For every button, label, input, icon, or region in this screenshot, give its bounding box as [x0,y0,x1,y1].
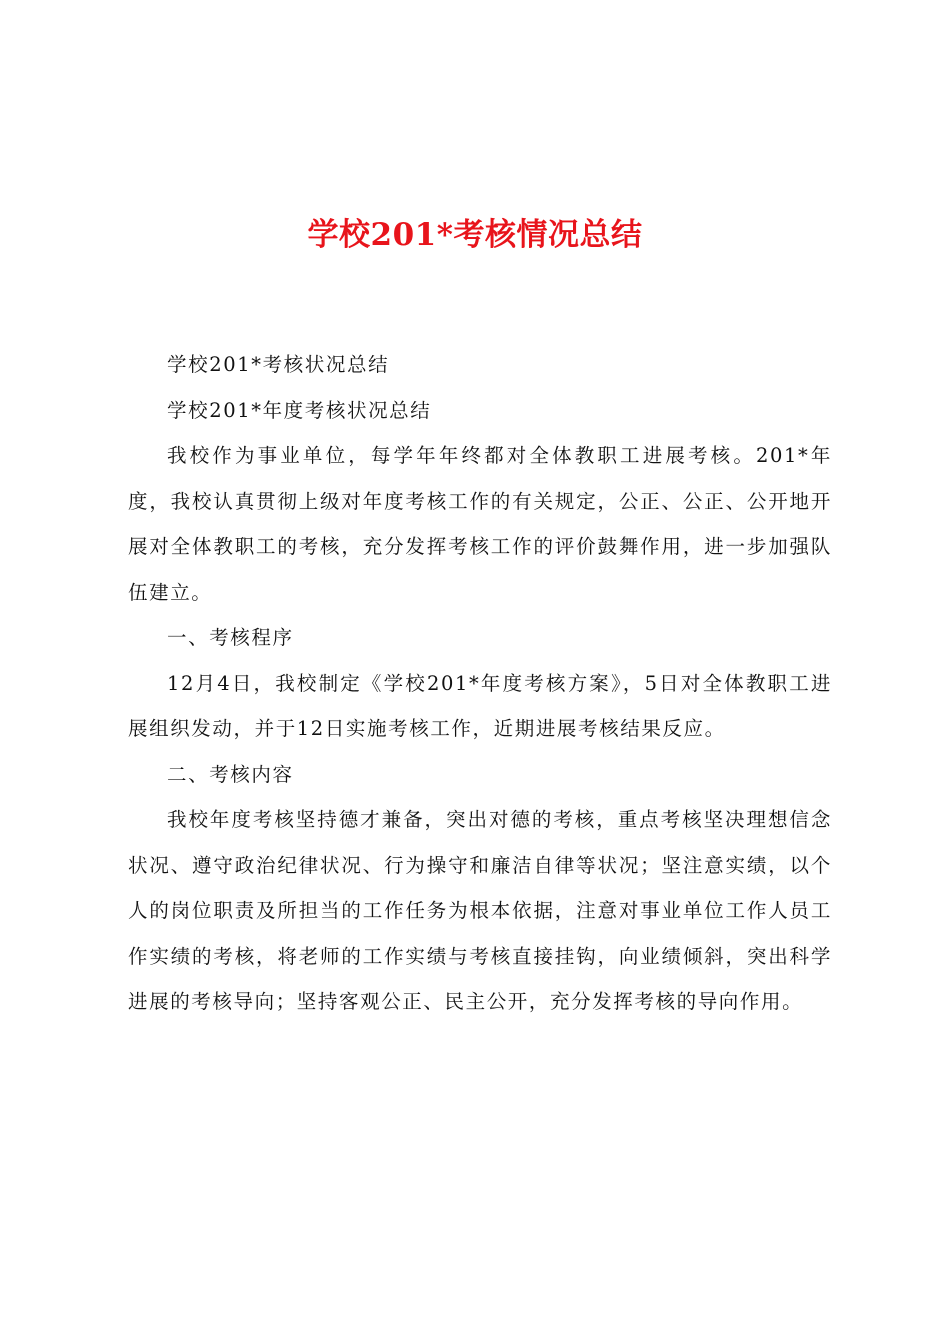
section-heading-procedure: 一、考核程序 [167,626,294,649]
paragraph-procedure: 12月4日，我校制定《学校201*年度考核方案》，5日对全体教职工进展组织发动，并于12日实施考核工作，近期进展考核结果反应。 [128,671,832,740]
document-body [128,342,832,1025]
paragraph-subtitle: 学校201*考核状况总结 [167,353,390,376]
paragraph-intro: 我校作为事业单位，每学年年终都对全体教职工进展考核。201*年度，我校认真贯彻上级对年度考核工作的有关规定，公正、公正、公开地开展对全体教职工的考核，充分发挥考核工作的评价鼓舞作用，进一步加强队伍建立。 [128,444,832,604]
section-heading-content: 二、考核内容 [167,762,294,786]
paragraph-annual-title: 学校201*年度考核状况总结 [167,398,432,422]
paragraph-content: 我校年度考核坚持德才兼备，突出对德的考核，重点考核坚决理想信念状况、遵守政治纪律状况、行为操守和廉洁自律等状况；坚注意实绩，以个人的岗位职责及所担当的工作任务为根本依据，注意对事业单位工作人员工作实绩的考核，将老师的工作实绩与考核直接挂钩，向业绩倾斜，突出科学进展的考核导向；坚持客观公正、民主公开，充分发挥考核的导向作用。 [128,808,832,1013]
document-title: 学校201*考核情况总结 [307,217,643,253]
